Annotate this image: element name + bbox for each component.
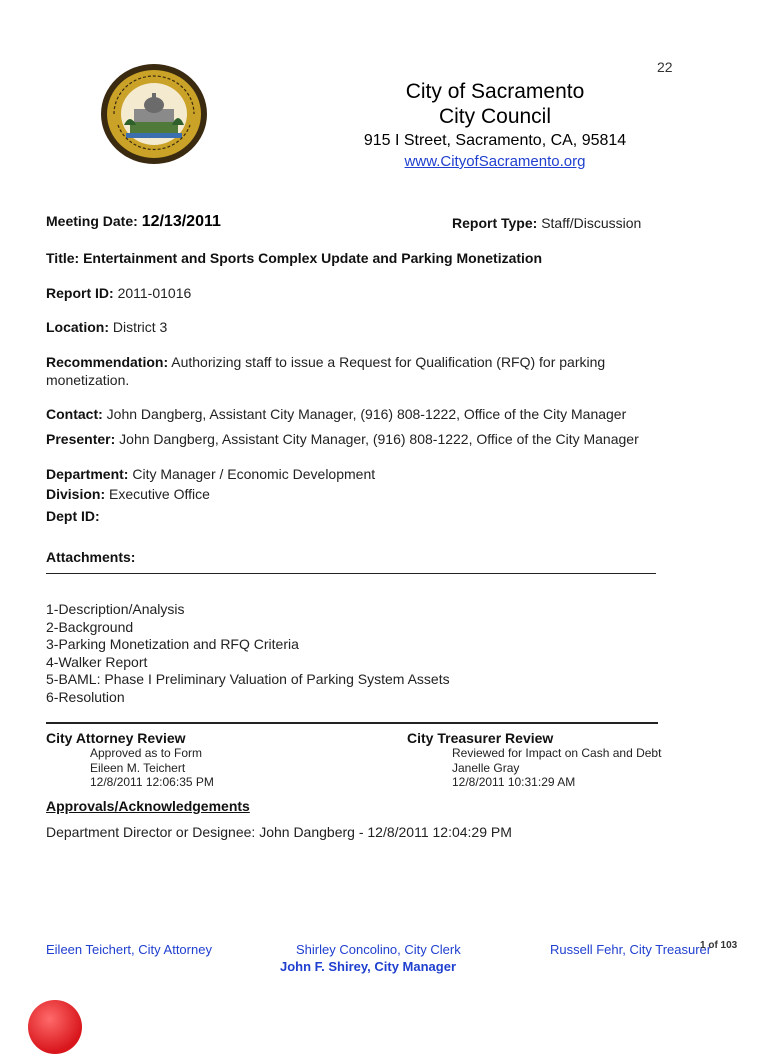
report-id-label: Report ID: [46,285,114,301]
attorney-review-timestamp: 12/8/2011 12:06:35 PM [90,775,214,789]
footer-treasurer: Russell Fehr, City Treasurer [550,942,712,957]
website-link[interactable]: www.CityofSacramento.org [404,153,586,170]
list-item[interactable]: 2-Background [46,618,134,635]
list-item[interactable]: 1-Description/Analysis [46,601,185,617]
attorney-review-heading: City Attorney Review [46,730,186,746]
footer-clerk: Shirley Concolino, City Clerk [296,942,461,957]
list-item[interactable]: 5-BAML: Phase I Preliminary Valuation of Parking System Assets [46,671,450,687]
list-item[interactable]: 6-Resolution [46,688,125,705]
presenter [46,431,639,447]
page-count: 1 of 103 [700,940,738,951]
header-address: 915 I Street, Sacramento, CA, 95814 [363,132,627,149]
treasurer-review-name: Janelle Gray [452,760,520,775]
recommendation-continuation: monetization. [46,372,130,388]
location [46,319,167,335]
meeting-date-value: 12/13/2011 [141,213,221,230]
treasurer-review-heading: City Treasurer Review [407,730,554,746]
presenter-label: Presenter: [46,431,116,447]
contact-value: John Dangberg, Assistant City Manager, (916) 808-1222, Office of the City Manager [106,406,627,422]
round-badge-icon[interactable] [28,1000,82,1054]
attachments-heading [46,549,135,565]
recommendation-text: Authorizing staff to issue a Request for Qualification (RFQ) for parking [171,354,606,370]
location-label: Location: [46,319,109,335]
recommendation-label: Recommendation: [46,354,169,370]
header-city-name: City of Sacramento [405,80,585,103]
division [46,486,210,502]
footer-manager: John F. Shirey, City Manager [280,959,457,974]
treasurer-review-timestamp: 12/8/2011 10:31:29 AM [452,775,576,789]
attorney-review [46,730,214,790]
department-label: Department: [46,466,129,482]
contact-label: Contact: [46,406,103,422]
department-value: City Manager / Economic Development [132,466,376,482]
presenter-value: John Dangberg, Assistant City Manager, (916) 808-1222, Office of the City Manager [119,431,639,447]
attachments-label: Attachments: [46,549,136,565]
approvals-heading: Approvals/Acknowledgements [46,798,250,814]
list-item[interactable]: 3-Parking Monetization and RFQ Criteria [46,636,299,652]
report-id-value: 2011-01016 [117,285,192,301]
treasurer-review-status: Reviewed for Impact on Cash and Debt [452,746,662,760]
report-type-value: Staff/Discussion [541,215,642,231]
page-number: 22 [657,59,673,75]
city-seal-icon [100,63,208,165]
report-id [46,285,191,301]
dept-id-label: Dept ID: [46,508,100,524]
report-type-label: Report Type: [452,215,538,231]
divider [46,722,658,724]
attorney-review-name: Eileen M. Teichert [90,760,186,775]
meeting-date [46,213,221,231]
location-value: District 3 [112,319,168,335]
division-label: Division: [46,486,106,502]
report-type [452,215,641,231]
meeting-date-label: Meeting Date: [46,213,138,229]
list-item[interactable]: 4-Walker Report [46,653,148,670]
attachments-list [46,601,450,706]
report-title [46,250,542,266]
department [46,466,375,482]
contact [46,406,626,422]
attorney-review-status: Approved as to Form [90,746,203,760]
divider [46,573,656,574]
header-council-name: City Council [438,105,552,128]
dept-id [46,508,100,524]
report-title-label: Title: [46,250,80,266]
recommendation [46,354,605,370]
treasurer-review [407,730,661,790]
footer-attorney: Eileen Teichert, City Attorney [46,942,212,957]
division-value: Executive Office [109,486,210,502]
report-title-value: Entertainment and Sports Complex Update and Parking Monetization [83,250,543,266]
approvals-line: Department Director or Designee: John Dangberg - 12/8/2011 12:04:29 PM [46,824,512,840]
